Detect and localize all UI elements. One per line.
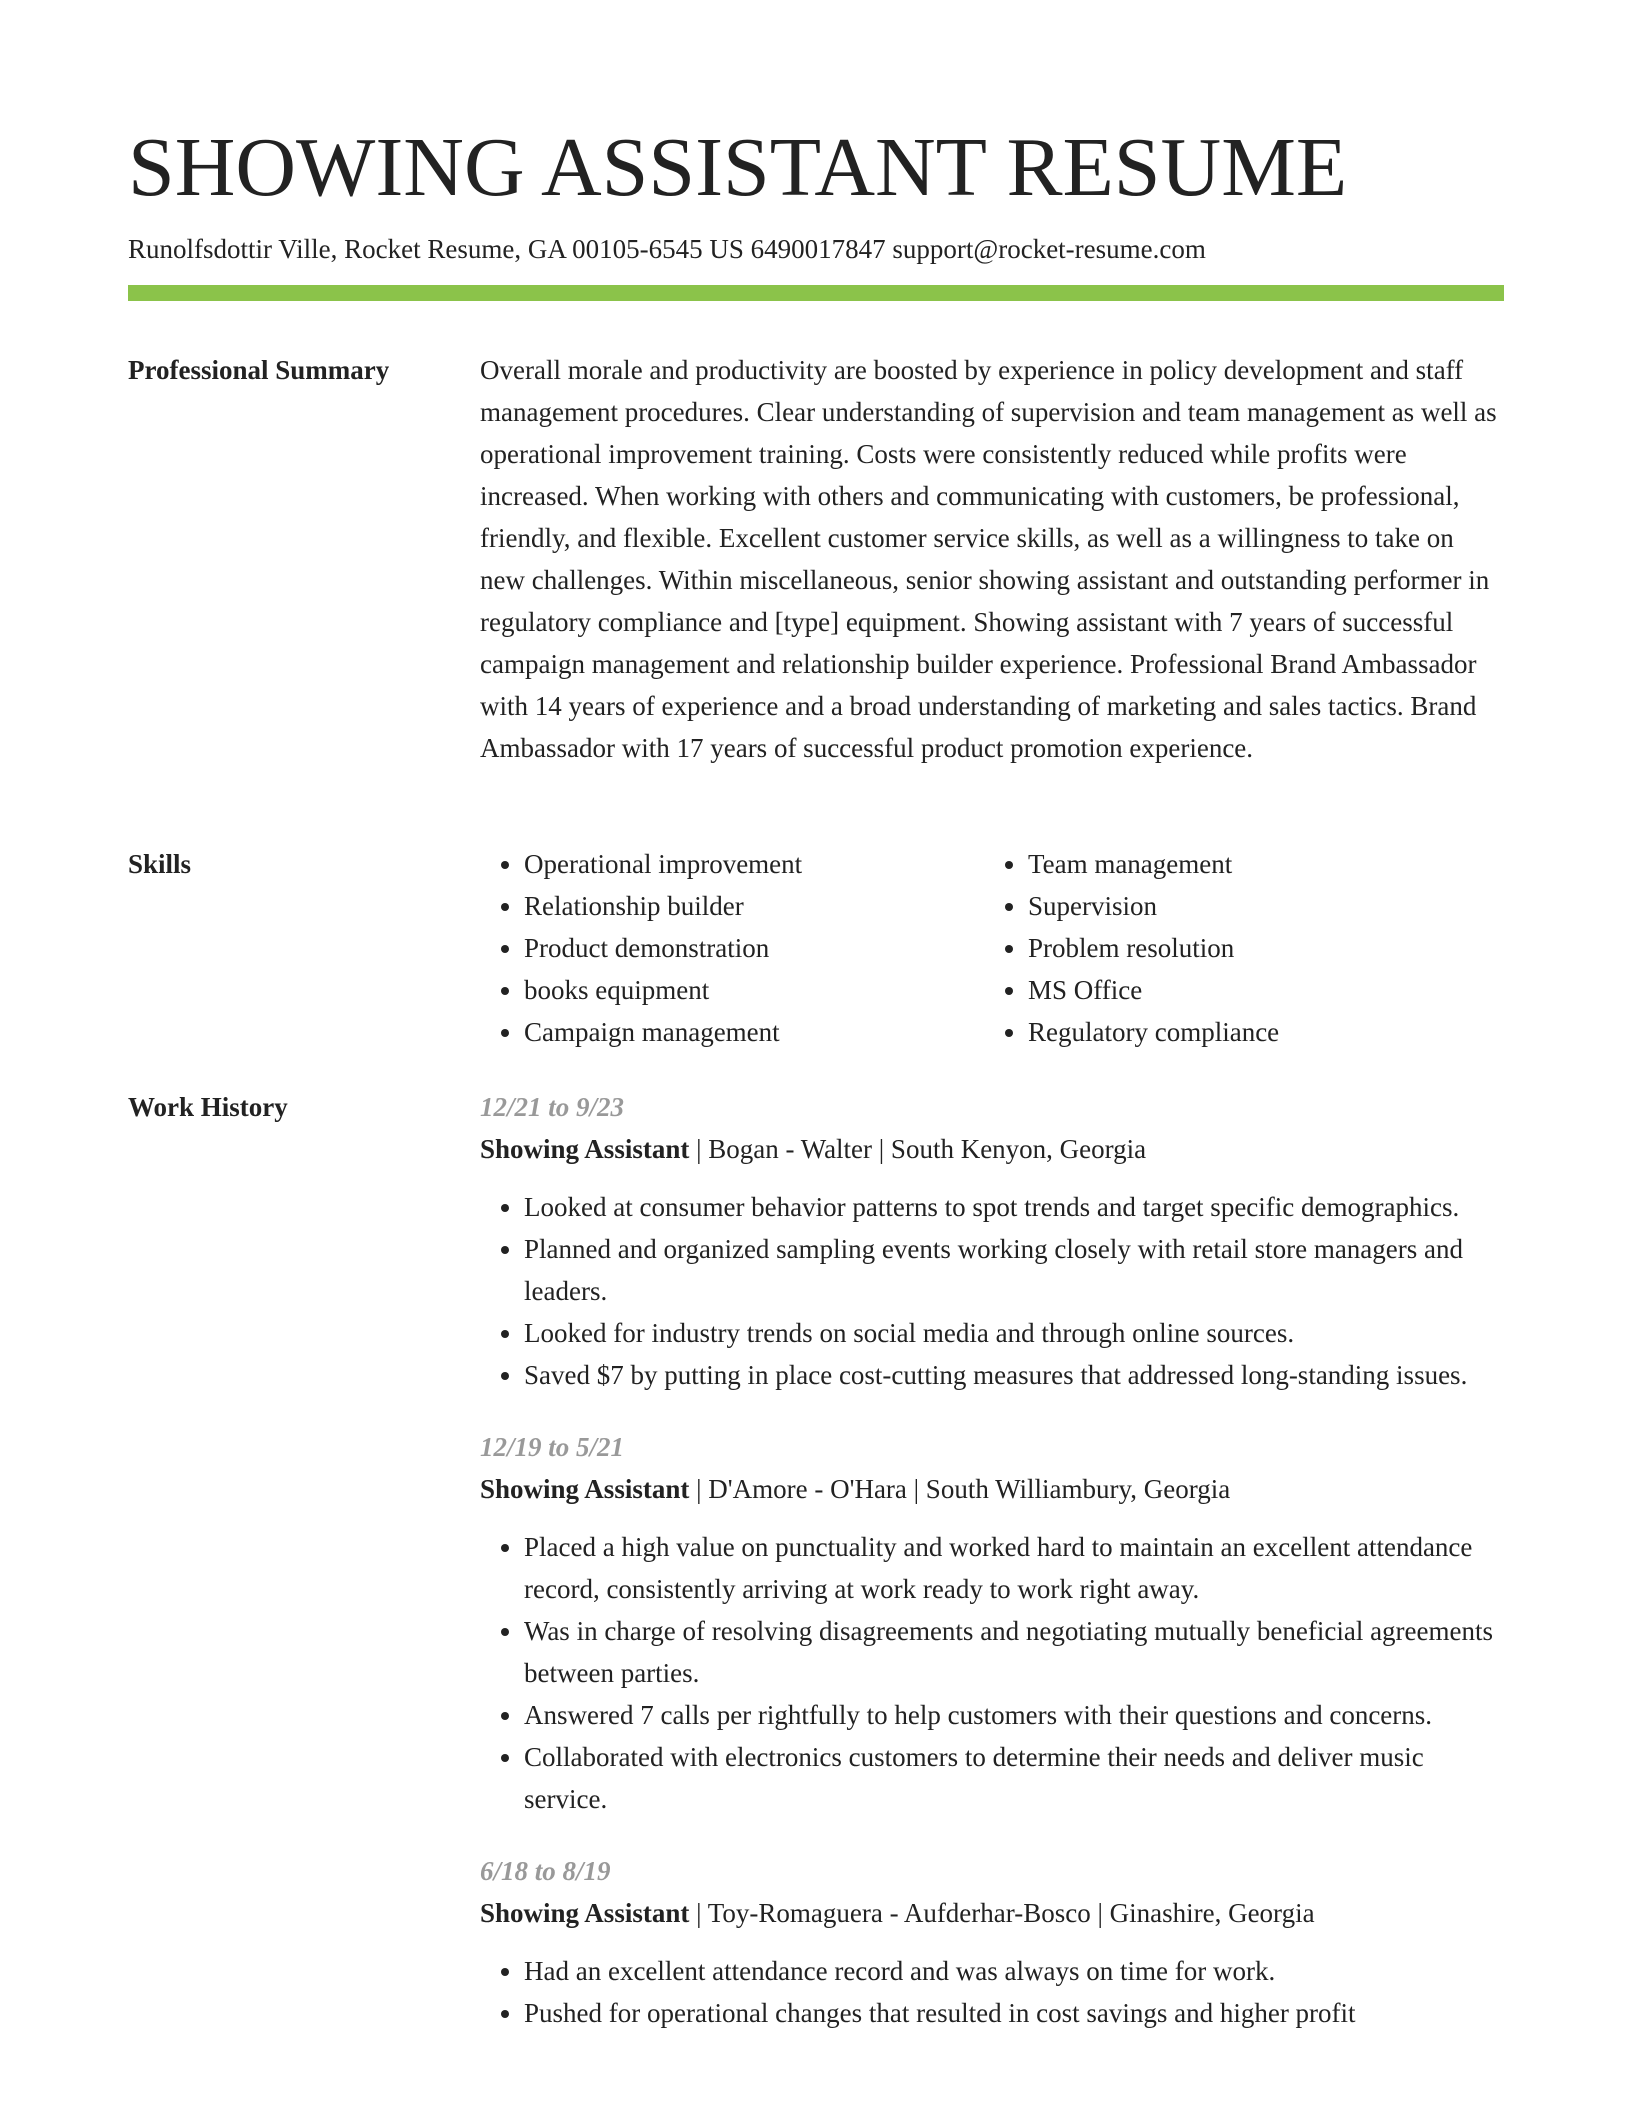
job-heading-line [480, 1468, 1504, 1510]
job-heading-line [480, 1892, 1504, 1934]
skill-item: • Campaign management [524, 1011, 802, 1053]
skill-item: • books equipment [524, 969, 802, 1011]
skills-list-right [984, 843, 1279, 1053]
skills-heading: Skills [128, 849, 192, 879]
summary-section [128, 349, 1504, 819]
skill-item: • Regulatory compliance [1028, 1011, 1279, 1053]
job-dates: 12/21 to 9/23 [480, 1092, 625, 1122]
work-history-section [128, 1086, 1504, 2112]
summary-text: Overall morale and productivity are boosted by experience in policy development and staff management procedures. Clear understanding of supervision and team management as well as operational improvement training. Costs were consistently reduced while profits were increased. When working with others and communicating with customers, be professional, friendly, and flexible. Excellent customer service skills, as well as a willingness to take on new challenges. Within miscellaneous, senior showing assistant and outstanding performer in regulatory compliance and [type] equipment. Showing assistant with 7 years of successful campaign management and relationship builder experience. Professional Brand Ambassador with 14 years of experience and a broad understanding of marketing and sales tactics. Brand Ambassador with 17 years of successful product promotion experience. [480, 355, 1497, 763]
job-company-location: | D'Amore - O'Hara | South Williambury, Georgia [689, 1474, 1231, 1504]
job-dates: 12/19 to 5/21 [480, 1432, 625, 1462]
job-title: Showing Assistant [480, 1134, 690, 1164]
skill-item: • Relationship builder [524, 885, 802, 927]
skill-item: • Supervision [1028, 885, 1279, 927]
contact-line: Runolfsdottir Ville, Rocket Resume, GA 00105-6545 US 6490017847 support@rocket-resume.com [128, 234, 1206, 264]
summary-body [480, 349, 1504, 769]
job-entry [480, 1086, 1504, 1396]
skill-item: • Problem resolution [1028, 927, 1279, 969]
job-company-location: | Toy-Romaguera - Aufderhar-Bosco | Ginashire, Georgia [689, 1898, 1315, 1928]
job-bullet: • Planned and organized sampling events working closely with retail store managers and leaders. [524, 1228, 1504, 1312]
job-title: Showing Assistant [480, 1898, 690, 1928]
job-bullet: • Was in charge of resolving disagreements and negotiating mutually beneficial agreements between parties. [524, 1610, 1504, 1694]
job-entry [480, 1426, 1504, 1820]
job-bullet: • Placed a high value on punctuality and worked hard to maintain an excellent attendance record, consistently arriving at work ready to work right away. [524, 1526, 1504, 1610]
resume-header [128, 118, 1504, 266]
skills-section [128, 843, 1504, 1063]
job-bullet: • Looked at consumer behavior patterns to spot trends and target specific demographics. [524, 1186, 1504, 1228]
job-bullet: • Looked for industry trends on social media and through online sources. [524, 1312, 1504, 1354]
skill-item: • Product demonstration [524, 927, 802, 969]
job-bullet: • Saved $7 by putting in place cost-cutting measures that addressed long-standing issues. [524, 1354, 1504, 1396]
job-entry [480, 1850, 1504, 2034]
skill-item: • MS Office [1028, 969, 1279, 1011]
job-bullet: • Answered 7 calls per rightfully to help customers with their questions and concerns. [524, 1694, 1504, 1736]
work-history-body [480, 1086, 1504, 2064]
job-company-location: | Bogan - Walter | South Kenyon, Georgia [689, 1134, 1147, 1164]
summary-heading: Professional Summary [128, 355, 390, 385]
job-bullet-list [480, 1186, 1504, 1396]
job-title: Showing Assistant [480, 1474, 690, 1504]
work-history-heading: Work History [128, 1092, 288, 1122]
job-dates: 6/18 to 8/19 [480, 1856, 611, 1886]
job-bullet: • Had an excellent attendance record and was always on time for work. [524, 1950, 1504, 1992]
skill-item: • Team management [1028, 843, 1279, 885]
job-bullet-list [480, 1950, 1504, 2034]
job-bullet-list [480, 1526, 1504, 1820]
resume-title: SHOWING ASSISTANT RESUME [128, 121, 1348, 214]
skills-body [480, 843, 1504, 1063]
skill-item: • Operational improvement [524, 843, 802, 885]
accent-divider [128, 285, 1504, 301]
job-bullet: • Pushed for operational changes that resulted in cost savings and higher profit [524, 1992, 1504, 2034]
job-bullet: • Collaborated with electronics customers to determine their needs and deliver music service. [524, 1736, 1504, 1820]
skills-list-left [480, 843, 802, 1053]
job-heading-line [480, 1128, 1504, 1170]
